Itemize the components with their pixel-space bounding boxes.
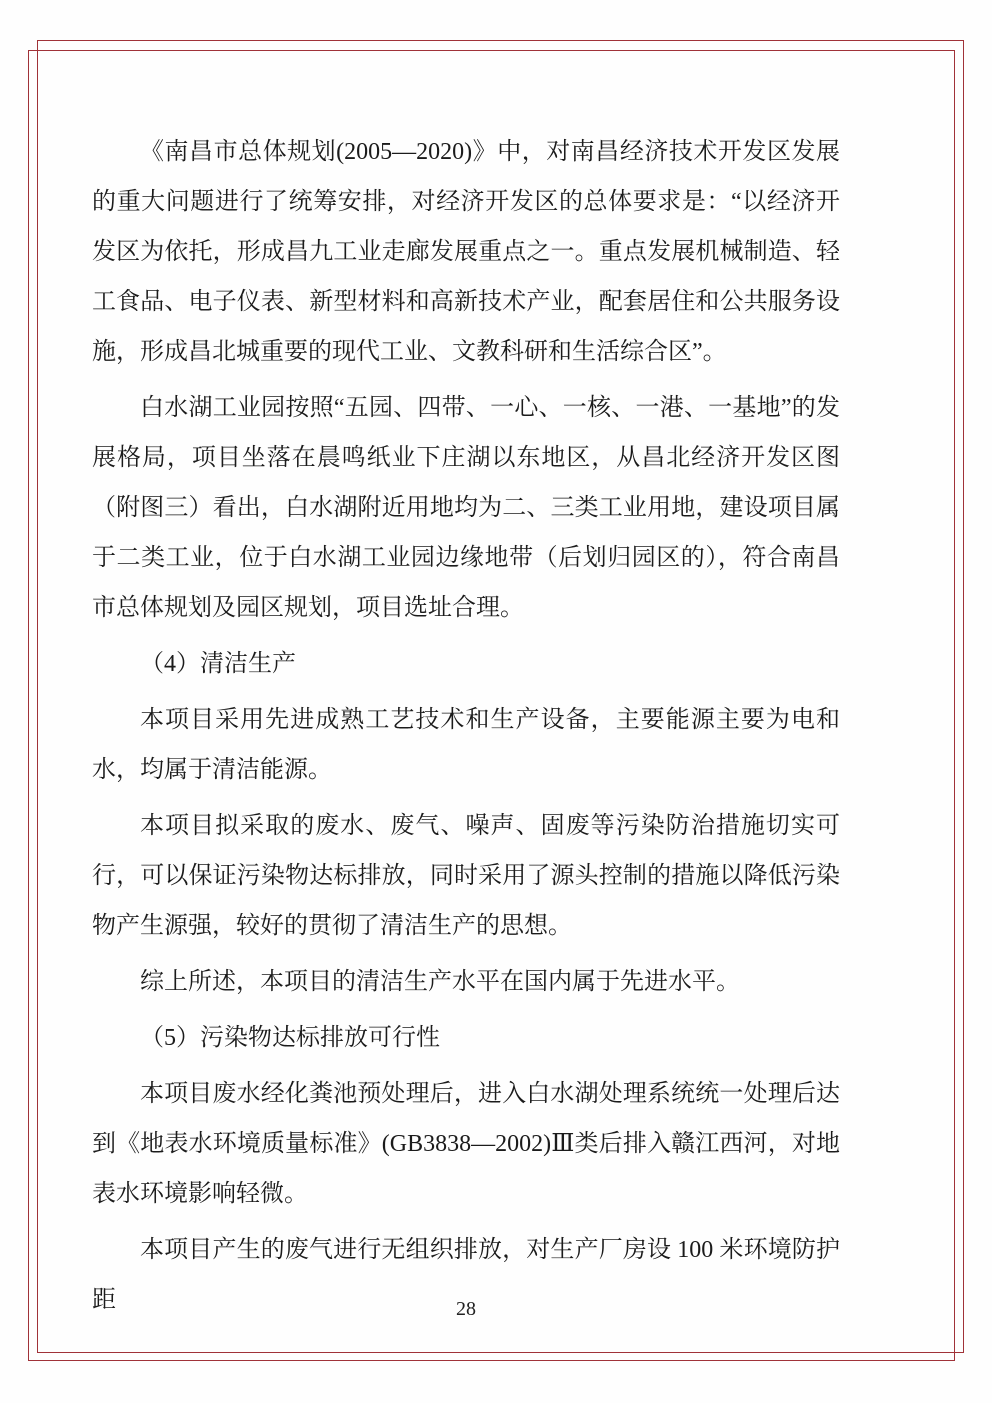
paragraph-wastewater-treatment: 本项目废水经化粪池预处理后，进入白水湖处理系统统一处理后达到《地表水环境质量标准》(GB3838—2002)Ⅲ类后排入赣江西河，对地表水环境影响轻微。 [92, 1081, 840, 1207]
page-number: 28 [456, 1298, 476, 1320]
paragraph-energy-sources: 本项目采用先进成熟工艺技术和生产设备，主要能源主要为电和水，均属于清洁能源。 [92, 707, 840, 783]
heading-clean-production: （4）清洁生产 [140, 651, 296, 677]
paragraph-exhaust-gas: 本项目产生的废气进行无组织排放，对生产厂房设 100 米环境防护距 [92, 1237, 840, 1313]
paragraph-pollution-control-measures: 本项目拟采取的废水、废气、噪声、固废等污染防治措施切实可行，可以保证污染物达标排放，同时采用了源头控制的措施以降低污染物产生源强，较好的贯彻了清洁生产的思想。 [92, 813, 840, 939]
paragraph-industrial-park-layout: 白水湖工业园按照“五园、四带、一心、一核、一港、一基地”的发展格局，项目坐落在晨鸣纸业下庄湖以东地区，从昌北经济开发区图（附图三）看出，白水湖附近用地均为二、三类工业用地，建设项目属于二类工业，位于白水湖工业园边缘地带（后划归园区的），符合南昌市总体规划及园区规划，项目选址合理。 [92, 395, 840, 621]
paragraph-clean-production-conclusion: 综上所述，本项目的清洁生产水平在国内属于先进水平。 [140, 969, 740, 995]
paragraph-overall-plan: 《南昌市总体规划(2005—2020)》中，对南昌经济技术开发区发展的重大问题进行了统筹安排，对经济开发区的总体要求是：“以经济开发区为依托，形成昌九工业走廊发展重点之一。重点发展机械制造、轻工食品、电子仪表、新型材料和高新技术产业，配套居住和公共服务设施，形成昌北城重要的现代工业、文教科研和生活综合区”。 [92, 139, 840, 365]
document-body [92, 127, 840, 1331]
heading-pollutant-discharge-feasibility: （5）污染物达标排放可行性 [140, 1025, 440, 1051]
